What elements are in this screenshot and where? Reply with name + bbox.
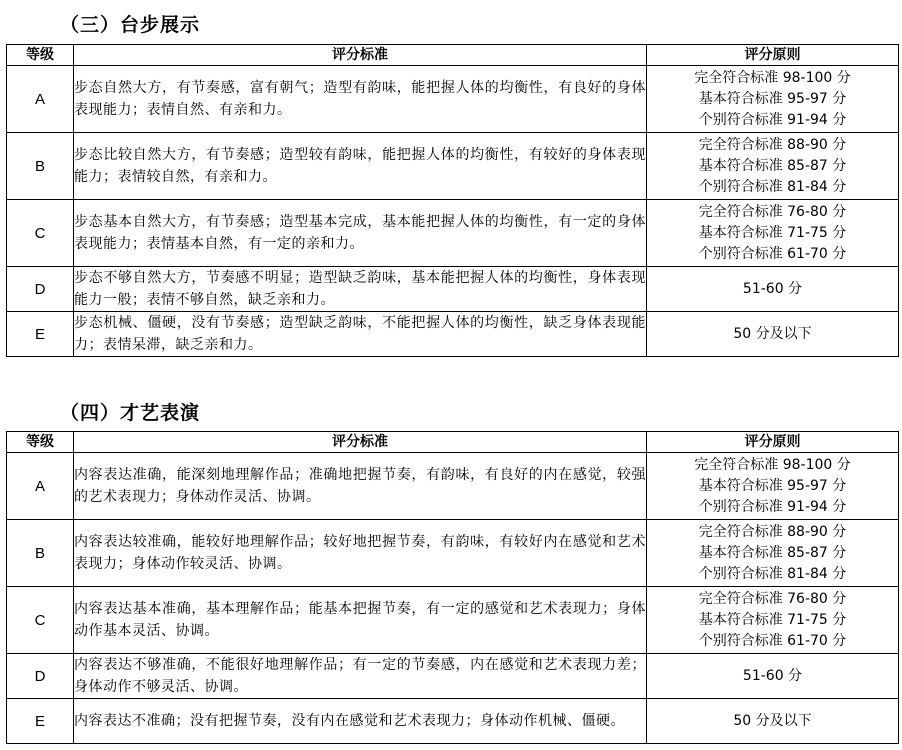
grade-principle — [647, 699, 899, 744]
grade-principle — [647, 587, 899, 654]
grade-criteria: 步态比较自然大方，有节奏感；造型较有韵味，能把握人体的均衡性，有较好的身体表现能力；表情较自然，有亲和力。 — [74, 133, 647, 200]
talent-score-table — [6, 431, 899, 744]
table-row — [7, 587, 899, 654]
grade-criteria: 步态机械、僵硬，没有节奏感；造型缺乏韵味，不能把握人体的均衡性，缺乏身体表现能力；表情呆滞，缺乏亲和力。 — [74, 312, 647, 357]
grade-principle — [647, 453, 899, 520]
principle-line: 基本符合标准 85-87 分 — [698, 157, 847, 174]
header-principle: 评分原则 — [647, 432, 899, 453]
grade-level: A — [7, 453, 74, 520]
table-row — [7, 520, 899, 587]
grade-level: D — [7, 267, 74, 312]
grade-principle — [647, 267, 899, 312]
grade-level: C — [7, 200, 74, 267]
grade-principle — [647, 654, 899, 699]
grade-level: C — [7, 587, 74, 654]
header-level: 等级 — [7, 45, 74, 66]
principle-line: 基本符合标准 85-87 分 — [698, 544, 847, 561]
principle-line: 个别符合标准 91-94 分 — [698, 111, 847, 128]
grade-criteria: 内容表达基本准确，基本理解作品；能基本把握节奏，有一定的感觉和艺术表现力；身体动作基本灵活、协调。 — [74, 587, 647, 654]
principle-line: 个别符合标准 91-94 分 — [698, 498, 847, 515]
grade-criteria: 内容表达不够准确，不能很好地理解作品；有一定的节奏感，内在感觉和艺术表现力差；身体动作不够灵活、协调。 — [74, 654, 647, 699]
grade-level: D — [7, 654, 74, 699]
principle-line: 完全符合标准 76-80 分 — [698, 203, 847, 220]
grade-level: E — [7, 699, 74, 744]
principle-line: 基本符合标准 95-97 分 — [698, 90, 847, 107]
header-criteria: 评分标准 — [74, 432, 647, 453]
principle-line: 个别符合标准 61-70 分 — [698, 632, 847, 649]
principle-line: 基本符合标准 95-97 分 — [698, 477, 847, 494]
principle-line: 51-60 分 — [742, 667, 803, 684]
table-header-row — [7, 45, 899, 66]
grade-criteria: 内容表达较准确，能较好地理解作品；较好地把握节奏，有韵味，有较好内在感觉和艺术表现力；身体动作较灵活、协调。 — [74, 520, 647, 587]
principle-line: 完全符合标准 98-100 分 — [694, 456, 851, 473]
grade-criteria: 步态自然大方，有节奏感，富有朝气；造型有韵味，能把握人体的均衡性，有良好的身体表现能力；表情自然、有亲和力。 — [74, 66, 647, 133]
principle-line: 完全符合标准 88-90 分 — [698, 523, 847, 540]
section-title-talent: （四）才艺表演 — [60, 402, 201, 424]
principle-line: 完全符合标准 88-90 分 — [698, 136, 847, 153]
section-title-walk: （三）台步展示 — [60, 14, 201, 36]
grade-principle — [647, 200, 899, 267]
table-header-row — [7, 432, 899, 453]
grade-criteria: 步态基本自然大方，有节奏感；造型基本完成，基本能把握人体的均衡性，有一定的身体表现能力；表情基本自然，有一定的亲和力。 — [74, 200, 647, 267]
table-row — [7, 66, 899, 133]
walk-score-table — [6, 44, 899, 357]
principle-line: 个别符合标准 81-84 分 — [698, 565, 847, 582]
principle-line: 个别符合标准 81-84 分 — [698, 178, 847, 195]
principle-line: 完全符合标准 98-100 分 — [694, 69, 851, 86]
table-row — [7, 267, 899, 312]
grade-principle — [647, 520, 899, 587]
grade-criteria: 内容表达准确，能深刻地理解作品；准确地把握节奏，有韵味，有良好的内在感觉，较强的艺术表现力；身体动作灵活、协调。 — [74, 453, 647, 520]
table-row — [7, 699, 899, 744]
table-row — [7, 312, 899, 357]
table-row — [7, 654, 899, 699]
grade-criteria: 内容表达不准确；没有把握节奏，没有内在感觉和艺术表现力；身体动作机械、僵硬。 — [74, 699, 647, 744]
grade-level: A — [7, 66, 74, 133]
grade-criteria: 步态不够自然大方，节奏感不明显；造型缺乏韵味，基本能把握人体的均衡性，身体表现能力一般；表情不够自然，缺乏亲和力。 — [74, 267, 647, 312]
principle-line: 50 分及以下 — [733, 712, 812, 729]
table-row — [7, 453, 899, 520]
principle-line: 50 分及以下 — [733, 325, 812, 342]
grade-principle — [647, 66, 899, 133]
principle-line: 51-60 分 — [742, 280, 803, 297]
grade-principle — [647, 312, 899, 357]
table-row — [7, 133, 899, 200]
principle-line: 完全符合标准 76-80 分 — [698, 590, 847, 607]
grade-level: B — [7, 133, 74, 200]
header-principle: 评分原则 — [647, 45, 899, 66]
grade-principle — [647, 133, 899, 200]
grade-level: B — [7, 520, 74, 587]
principle-line: 个别符合标准 61-70 分 — [698, 245, 847, 262]
principle-line: 基本符合标准 71-75 分 — [698, 224, 847, 241]
table-row — [7, 200, 899, 267]
header-criteria: 评分标准 — [74, 45, 647, 66]
grade-level: E — [7, 312, 74, 357]
header-level: 等级 — [7, 432, 74, 453]
principle-line: 基本符合标准 71-75 分 — [698, 611, 847, 628]
